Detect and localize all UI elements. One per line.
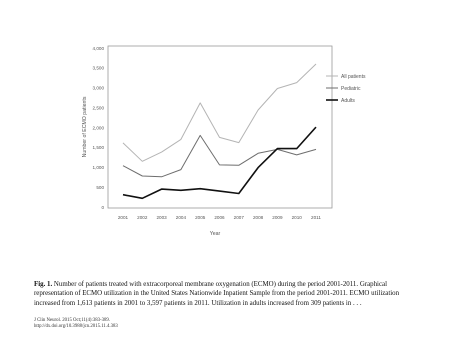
series-lines [123,64,316,198]
citation [34,318,118,330]
y-tick-label: 3,500 [92,65,104,71]
x-tick-label: 2010 [291,215,302,220]
y-tick-label: 1,500 [92,145,104,151]
y-tick-label: 2,500 [92,105,104,111]
x-tick-label: 2003 [156,215,167,220]
y-tick-label: 0 [101,204,104,210]
x-tick-label: 2006 [214,215,225,220]
y-tick-label: 1,000 [92,165,104,171]
x-tick-label: 2011 [311,215,321,220]
series-line [123,64,316,161]
x-tick-label: 2001 [117,215,129,220]
y-axis-label: Number of ECMO patients [82,96,88,158]
x-tick-label: 2004 [175,215,187,220]
caption-text: Number of patients treated with extracorporeal membrane oxygenation (ECMO) during the period 2001-2011. Graphical representation of ECMO utilization in the United States Nationwide Inpatient Sample from the period 2001-2011. ECMO utilization increased from 1,613 patients in 2001 to 3,597 patients in 2011. Utilization in adults increased from 309 patients in . . . [34,281,400,307]
x-tick-label: 2002 [137,215,148,220]
x-tick-label: 2009 [272,215,283,220]
x-tick-labels [118,215,321,220]
y-tick-label: 2,000 [92,125,104,131]
x-tick-label: 2008 [252,215,264,220]
x-tick-label: 2005 [195,215,206,220]
citation-journal: J Clin Neurol. 2015 Oct;11(4):383-389. [34,318,111,323]
legend-label: Pediatric [341,85,361,92]
x-axis-label: Year [209,231,221,237]
citation-doi[interactable]: http://dx.doi.org/10.3988/jcn.2015.11.4.383 [34,324,118,330]
y-tick-labels [93,46,105,210]
legend-label: Adults [341,97,355,104]
series-line [123,135,316,176]
y-tick-label: 3,000 [92,85,104,91]
x-tick-label: 2007 [233,215,244,220]
plot-frame [108,46,332,208]
caption-label: Fig. 1. [34,281,53,288]
y-tick-label: 4,000 [92,45,104,51]
y-tick-label: 500 [96,184,104,190]
figure-caption [34,280,426,308]
legend-label: All patients [341,73,366,80]
